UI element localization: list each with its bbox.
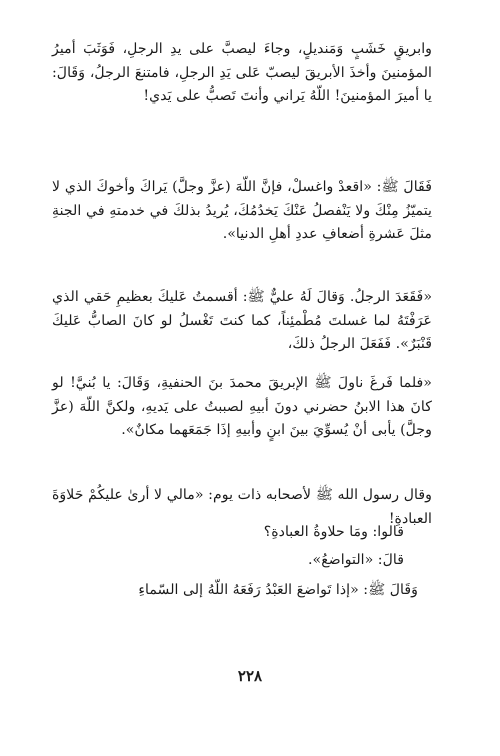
paragraph-4: «فلما فَرغَ ناولَ ﷺ الإبريقَ محمدَ بنَ الحنفيةِ، وَقَالَ: يا بُنيَّ! لو كانَ هذا الابنُ حضرني دونَ أبيهِ لصببتُ على يَديهِ، ولكنَّ اللّهَ (عزَّ وجلَّ) يأبى أنْ يُسوِّيَ بينَ ابنٍ وأبيهِ إذَا جَمَعَهما مكانٌ». <box>52 375 432 438</box>
paragraph-7: قالَ: «التواضعُ». <box>308 552 404 568</box>
paragraph-6: قالوا: ومَا حلاوةُ العبادةِ؟ <box>263 524 404 540</box>
paragraph-1: وابريقٍ خَشَبٍ وَمَنديلٍ، وجاءَ ليصبَّ على يدِ الرجلِ، فَوَثَبَ أميرُ المؤمنينَ وأخذَ الأبريقَ ليصبّ عَلى يَدِ الرجلِ، فامتنعَ الرجلُ، وَقَالَ: يا أميرَ المؤمنينَ! اللّهُ يَراني وأنتَ تَصبُّ على يَدي! <box>52 41 432 104</box>
paragraph-2: فَقَالَ ﷺ: «اقعدْ واغسلْ، فإنَّ اللّهَ (عزَّ وجلَّ) يَراكَ وأخوكَ الذي لا يتميّزُ مِنْكَ ولا يَنْفصلُ عَنْكَ يَخدُمُكَ، يُريدُ بذلكَ في خدمتهِ في الجنةِ مثلَ عَشرةِ أضعافِ عددِ أهلِ الدنيا». <box>52 179 432 242</box>
paragraph-8: وَقَالَ ﷺ: «إذا تَواضعَ العَبْدُ رَفَعَهُ اللّهُ إلى السّماءِ <box>138 582 418 598</box>
paragraph-5: وقال رسول الله ﷺ لأصحابه ذات يوم: «مالي لا أرىٰ عليكُمْ حَلاوَةَ العبادةِ! <box>52 487 432 527</box>
page-number: ٢٢٨ <box>237 667 263 685</box>
paragraph-3: «فَقَعَدَ الرجلُ. وَقالَ لَهُ عليٌّ ﷺ: أقسمتُ عَليكَ بعظيمِ حَقي الذي عَرَفْتَهُ لما غسلتَ مُطْمئِناً، كما كنتَ تَغْسلُ لو كانَ الصابُّ عَليكَ قَنْبَرٌ». فَفَعَلَ الرجلُ ذلكَ، <box>52 289 432 352</box>
